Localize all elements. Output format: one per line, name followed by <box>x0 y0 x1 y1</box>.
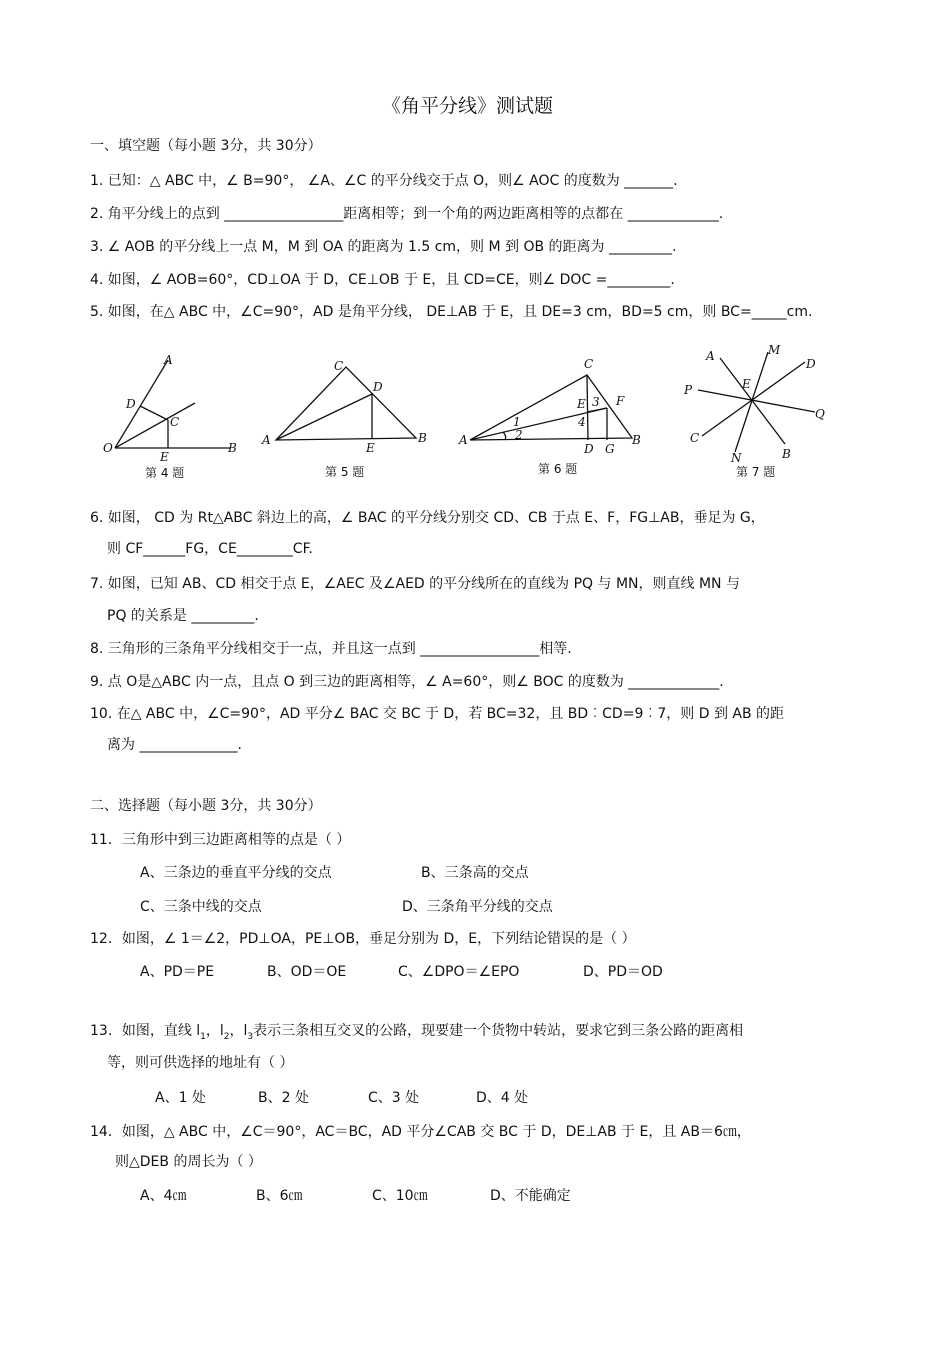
question-12: 12．如图，∠ 1＝∠2，PD⊥OA，PE⊥OB，垂足分别为 D，E，下列结论错误的是（ ） <box>90 931 636 947</box>
question-13-option-b: B、2 处 <box>258 1090 309 1106</box>
question-11: 11．三角形中到三边距离相等的点是（ ） <box>90 832 351 848</box>
fig7-label-n: N <box>731 451 742 465</box>
fig5-label-a: A <box>262 433 271 447</box>
question-11-option-c: C、三条中线的交点 <box>140 899 262 915</box>
question-13-option-c: C、3 处 <box>368 1090 420 1106</box>
fig4-label-d: D <box>126 397 136 411</box>
question-11-option-a: A、三条边的垂直平分线的交点 <box>140 865 332 881</box>
question-3: 3. ∠ AOB 的平分线上一点 M，M 到 OA 的距离为 1.5 cm，则 M 到 OB 的距离为 _________. <box>90 239 677 255</box>
fig7-label-b: B <box>782 447 791 461</box>
fig6-label-c: C <box>584 357 594 371</box>
fig6-label-f: F <box>616 394 625 408</box>
question-14-option-b: B、6㎝ <box>256 1188 303 1204</box>
fig6-label-a: A <box>459 433 468 447</box>
section1-header: 一、填空题（每小题 3分，共 30分） <box>90 138 322 154</box>
question-6-line2: 则 CF______FG，CE________CF. <box>107 541 313 557</box>
fig6-label-d: D <box>584 442 594 456</box>
question-5: 5. 如图，在△ ABC 中，∠C=90°，AD 是角平分线， DE⊥AB 于 E，且 DE=3 cm，BD=5 cm，则 BC=_____cm. <box>90 304 813 320</box>
fig4-label-b: B <box>228 441 237 455</box>
figure-5 <box>258 350 438 482</box>
question-12-option-c: C、∠DPO＝∠EPO <box>398 964 520 980</box>
page-title: 《角平分线》测试题 <box>382 95 554 117</box>
question-9: 9. 点 O是△ABC 内一点，且点 O 到三边的距离相等，∠ A=60°，则∠ BOC 的度数为 _____________. <box>90 674 724 690</box>
question-14-option-c: C、10㎝ <box>372 1188 428 1204</box>
question-7-line2: PQ 的关系是 _________. <box>107 608 259 624</box>
fig7-label-d: D <box>806 357 816 371</box>
question-14-line1: 14．如图，△ ABC 中，∠C＝90°，AC＝BC，AD 平分∠CAB 交 BC 于 D，DE⊥AB 于 E，且 AB＝6㎝， <box>90 1124 751 1140</box>
fig6-label-b: B <box>632 433 641 447</box>
fig7-label-q: Q <box>815 407 825 421</box>
fig4-caption: 第 4 题 <box>145 466 185 480</box>
question-13-option-a: A、1 处 <box>155 1090 206 1106</box>
question-13-line1: 13．如图，直线 $l_1$，$l_2$，$l_3$表示三条相互交叉的公路，现要建一个货物中转站，要求它到三条公路的距离相 <box>90 1023 744 1042</box>
fig6-label-3: 3 <box>592 395 600 409</box>
fig4-label-c: C <box>170 415 180 429</box>
fig6-label-1: 1 <box>513 415 521 429</box>
fig5-caption: 第 5 题 <box>325 465 365 479</box>
fig7-label-c: C <box>690 431 700 445</box>
figure-4 <box>100 348 245 483</box>
question-10-line2: 离为 ______________. <box>107 737 242 753</box>
question-10-line1: 10. 在△ ABC 中，∠C=90°，AD 平分∠ BAC 交 BC 于 D，若 BC=32，且 BD︰CD=9︰7，则 D 到 AB 的距 <box>90 706 785 722</box>
question-14-option-a: A、4㎝ <box>140 1188 187 1204</box>
question-11-option-d: D、三条角平分线的交点 <box>402 899 553 915</box>
fig6-label-4: 4 <box>578 415 586 429</box>
question-14-option-d: D、不能确定 <box>490 1188 571 1204</box>
fig4-label-a: A <box>164 353 173 367</box>
question-13-prefix: 13．如图，直线 l <box>90 1023 201 1039</box>
question-13-line2: 等，则可供选择的地址有（ ） <box>107 1055 294 1071</box>
question-11-option-b: B、三条高的交点 <box>421 865 529 881</box>
question-2: 2. 角平分线上的点到 _________________距离相等；到一个角的两边距离相等的点都在 _____________. <box>90 206 724 222</box>
fig6-label-e: E <box>577 397 586 411</box>
question-12-option-d: D、PD＝OD <box>583 964 663 980</box>
fig4-label-o: O <box>103 441 113 455</box>
figure-7 <box>680 340 830 482</box>
fig7-label-a: A <box>706 349 715 363</box>
fig6-label-2: 2 <box>515 428 523 442</box>
fig5-label-c: C <box>334 359 344 373</box>
fig7-label-e: E <box>742 377 751 391</box>
fig4-label-e: E <box>160 450 169 464</box>
figure-6 <box>455 350 650 480</box>
question-7-line1: 7. 如图，已知 AB、CD 相交于点 E，∠AEC 及∠AED 的平分线所在的直线为 PQ 与 MN，则直线 MN 与 <box>90 576 740 592</box>
question-8: 8. 三角形的三条角平分线相交于一点，并且这一点到 _________________相等. <box>90 641 572 657</box>
fig5-label-b: B <box>418 431 427 445</box>
question-6-line1: 6. 如图， CD 为 Rt△ABC 斜边上的高，∠ BAC 的平分线分别交 CD、CB 于点 E、F，FG⊥AB，垂足为 G， <box>90 510 765 526</box>
question-14-line2: 则△DEB 的周长为（ ） <box>115 1154 262 1170</box>
question-13-option-d: D、4 处 <box>476 1090 529 1106</box>
question-12-option-b: B、OD＝OE <box>267 964 347 980</box>
fig7-label-p: P <box>684 383 693 397</box>
fig6-label-g: G <box>605 442 615 456</box>
fig6-caption: 第 6 题 <box>538 462 578 476</box>
question-4: 4. 如图，∠ AOB=60°，CD⊥OA 于 D，CE⊥OB 于 E，且 CD=CE，则∠ DOC =_________. <box>90 272 675 288</box>
fig7-caption: 第 7 题 <box>736 465 776 479</box>
question-13-body: 表示三条相互交叉的公路，现要建一个货物中转站，要求它到三条公路的距离相 <box>253 1023 744 1039</box>
fig7-label-m: M <box>768 343 781 357</box>
question-12-option-a: A、PD＝PE <box>140 964 215 980</box>
question-1: 1. 已知：△ ABC 中，∠ B=90°， ∠A、∠C 的平分线交于点 O，则∠ AOC 的度数为 _______. <box>90 173 678 189</box>
fig5-label-e: E <box>366 441 375 455</box>
section2-header: 二、选择题（每小题 3分，共 30分） <box>90 798 322 814</box>
fig5-label-d: D <box>373 380 383 394</box>
